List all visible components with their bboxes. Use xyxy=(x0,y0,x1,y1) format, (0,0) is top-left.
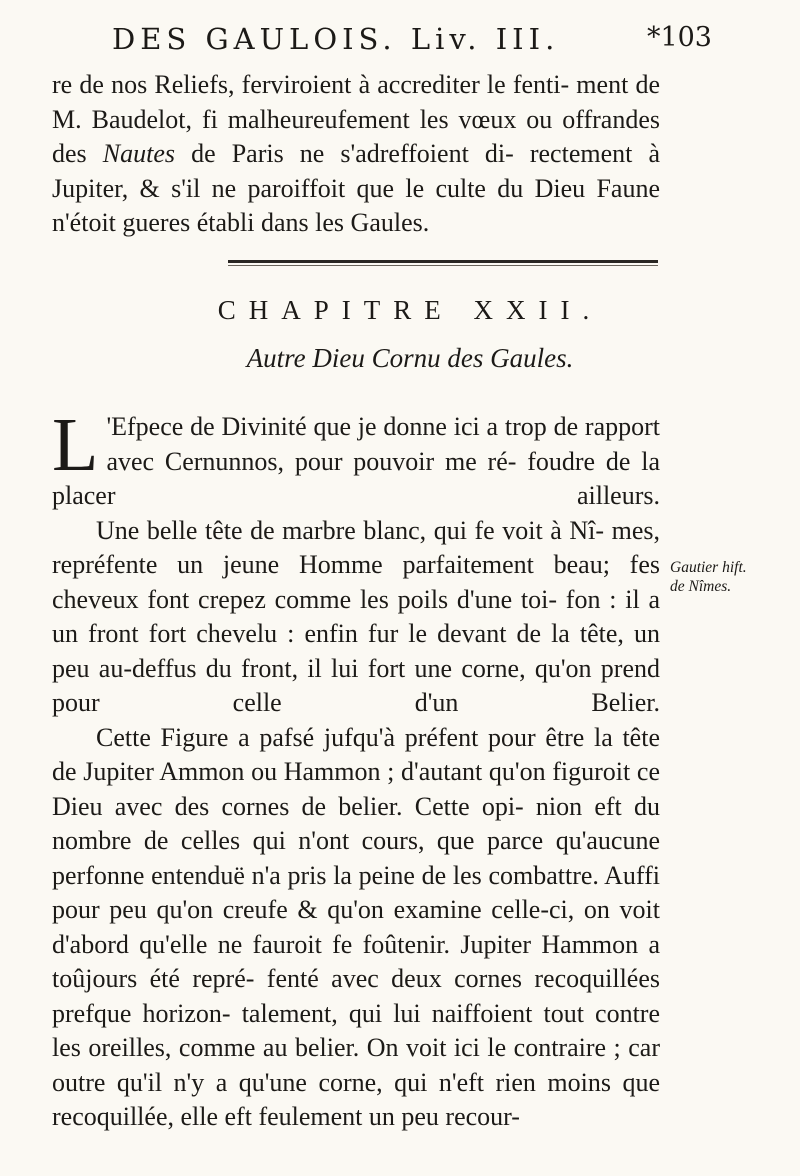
running-title: DES GAULOIS. Liv. III. xyxy=(112,22,560,56)
paragraph-3: Cette Figure a pafsé jufqu'à préfent pour être la tête de Jupiter Ammon ou Hammon ; d'autant qu'on figuroit ce Dieu avec des cornes de belier. Cette opi- nion eft du nombre de celles qui n'ont cours, que parce qu'aucune perfonne entenduë n'a pris la peine de les combattre. Auffi pour peu qu'on creufe & qu'on examine celle-ci, on voit d'abord qu'elle ne fauroit fe foûtenir. Jupiter Hammon a toûjours été repré- fenté avec deux cornes recoquillées prefque horizon- talement, qui lui naiffoient tout contre les oreilles, comme au belier. On voit ici le contraire ; car outre qu'il n'y a qu'une corne, qui n'eft rien moins que recoquillée, elle eft feulement un peu recour- xyxy=(52,722,660,1131)
margin-note xyxy=(670,558,792,596)
paragraph-1 xyxy=(52,403,660,514)
margin-note-line-2: de Nîmes. xyxy=(670,578,732,595)
margin-note-line-1: Gautier hift. xyxy=(670,559,747,576)
chapter-heading: CHAPITRE XXII. xyxy=(217,295,603,325)
emphasis-nautes: Nautes xyxy=(102,139,175,168)
running-header xyxy=(112,22,712,56)
paragraph-1-text: 'Efpece de Divinité que je donne ici a trop de rapport avec Cernunnos, pour pouvoir me ré- foudre de la placer ailleurs. xyxy=(52,412,660,510)
intro-text: re de nos Reliefs, ferviroient à accrediter le fenti- ment de M. Baudelot, fi malheureufement les vœux ou offrandes des Nautes de Paris ne s'adreffoient di- rectement à Jupiter, & s'il ne paroiffoit que le culte du Dieu Faune n'étoit gueres établi dans les Gaules. xyxy=(52,70,660,237)
paragraph-2: Une belle tête de marbre blanc, qui fe voit à Nî- mes, repréfente un jeune Homme parfaitement beau; fes cheveux font crepez comme les poils d'une toi- fon : il a un front fort chevelu : enfin fur le devant de la tête, un peu au-deffus du front, il lui fort une corne, qu'on prend pour celle d'un Belier. xyxy=(52,515,660,717)
chapter-subtitle: Autre Dieu Cornu des Gaules. xyxy=(246,343,574,373)
chapter-body xyxy=(52,403,660,1135)
intro-paragraph xyxy=(52,68,660,241)
chapter-rule xyxy=(228,260,658,263)
chapter-rule-thin xyxy=(228,265,658,266)
page-number: *103 xyxy=(646,22,712,53)
drop-cap: L xyxy=(52,403,99,487)
